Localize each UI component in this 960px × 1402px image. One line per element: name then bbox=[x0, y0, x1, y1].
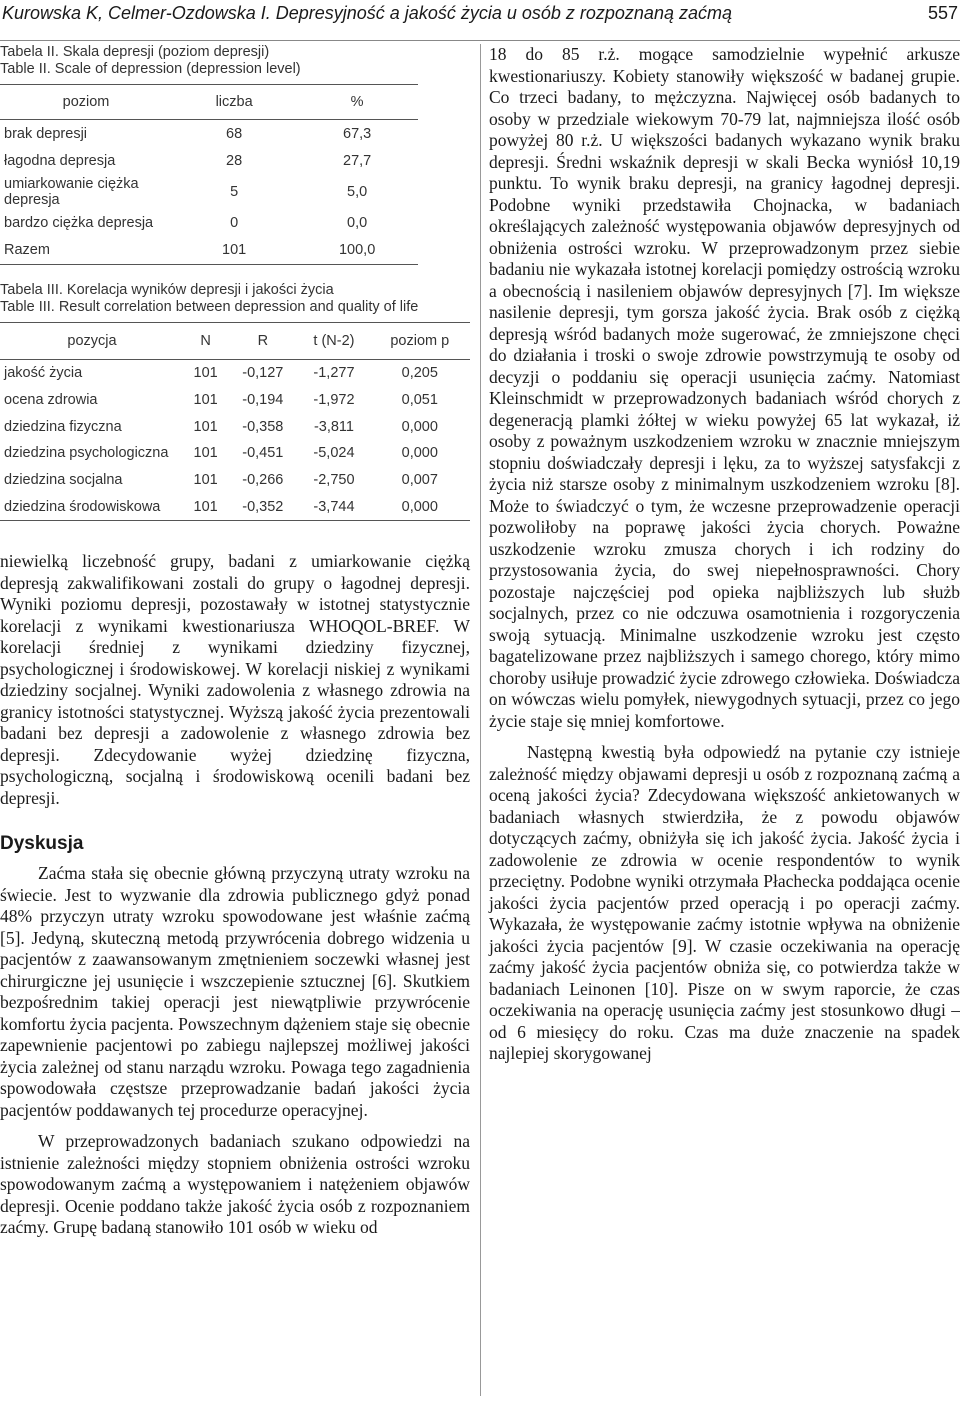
table-cell: 0,000 bbox=[370, 493, 470, 520]
table-cell: dziedzina socjalna bbox=[4, 472, 123, 489]
table-row bbox=[0, 493, 470, 520]
table-cell: 28 bbox=[226, 153, 243, 170]
table-cell: umiarkowanie ciężka depresja bbox=[4, 176, 139, 208]
table-row bbox=[0, 440, 470, 467]
table-cell: 0,000 bbox=[401, 445, 438, 462]
table3-caption-en: Table III. Result correlation between depression and quality of life bbox=[0, 299, 419, 315]
table3-header-cell: pozycja bbox=[0, 323, 184, 360]
body-paragraph: Następną kwestią była odpowiedź na pytanie czy istnieje zależność między objawami depresji u osób z rozpoznaną zaćmą a oceną jakości życia? Zdecydowana większość ankietowanych w badaniach własnych stwierdziła, że z powodu objawów dotyczących zaćmy, obniżyła się ich jakość życia. Jakość życia i zadowolenie ze zdrowia w ocenie respondentów to wynik przeciętny. Podobne wyniki otrzymała Płachecka poddająca ocenie jakości życia pacjentów przed operacją i po operacji zaćmy. Wykazała, że występowanie zaćmy istotnie wpływa na obniżenie jakości życia pacjentów [9]. W czasie oczekiwania na operację zaćmy jakość życia pacjentów obniża się, co potwierdza także w badaniach Leinonen [10]. Pisze on w swym raporcie, że czas oczekiwania na operację usunięcia zaćmy jest stosunkowo długi – od 6 miesięcy do roku. Czas ma duże znaczenie na spadek najlepiej skorygowanej bbox=[489, 742, 960, 1063]
section-heading: Dyskusja bbox=[0, 833, 84, 855]
table3-header-cell: R bbox=[227, 323, 298, 360]
table2-header-cell: % bbox=[296, 85, 418, 120]
table-cell: 0,0 bbox=[347, 214, 368, 231]
table-cell: dziedzina fizyczna bbox=[4, 418, 122, 435]
table-cell: 101 bbox=[184, 493, 227, 520]
table-cell: bardzo ciężka depresja bbox=[4, 214, 154, 231]
right-column bbox=[489, 44, 960, 1065]
table3-header-row bbox=[0, 323, 470, 360]
table2-depression-scale bbox=[0, 84, 418, 265]
table-cell: 0,051 bbox=[401, 392, 438, 409]
table-cell: -0,266 bbox=[242, 472, 284, 489]
table-cell: 100,0 bbox=[296, 237, 418, 265]
table-cell: 101 bbox=[193, 418, 218, 435]
table-cell: 27,7 bbox=[343, 153, 372, 170]
table-cell: -5,024 bbox=[313, 445, 355, 462]
table-cell: dziedzina psychologiczna bbox=[4, 445, 169, 462]
table-row bbox=[0, 120, 418, 148]
table-cell: -0,352 bbox=[227, 493, 298, 520]
table-cell: 0,007 bbox=[401, 472, 438, 489]
table-row bbox=[0, 237, 418, 265]
table-row bbox=[0, 175, 418, 209]
table-row bbox=[0, 387, 470, 414]
table-cell: 101 bbox=[193, 445, 218, 462]
table2-header-cell: liczba bbox=[172, 85, 296, 120]
table-cell: 5,0 bbox=[347, 184, 368, 200]
table3-correlation bbox=[0, 322, 470, 521]
body-paragraph: niewielką liczebność grupy, badani z umiarkowanie ciężką depresją zakwalifikowani zostali do grupy o łagodnej depresji. Wyniki poziomu depresji, pozostawały w istotnej statystycznie korelacji z wynikami kwestionariusza WHOQOL-BREF. W korelacji średniej z wynikami dziedziny fizycznej, psychologicznej i środowiskowej. W korelacji niskiej z wynikami dziedziny socjalnej. Wyniki zadowolenia z własnego zdrowia na granicy istotności statystycznej. Wyższą jakość życia prezentowali badani bez depresji a zadowolenie z własnego zdrowia bez depresji. Zdecydowanie wyżej dziedzinę fizyczna, psychologiczną, socjalną i środowiskową ocenili badani bez depresji. bbox=[0, 551, 470, 808]
table-row bbox=[0, 209, 418, 237]
table-cell: -1,277 bbox=[313, 365, 355, 382]
table-cell: 101 bbox=[193, 392, 218, 409]
table-cell: 68 bbox=[226, 125, 243, 142]
table-cell: 5 bbox=[230, 184, 239, 200]
table3-caption-pl: Tabela III. Korelacja wyników depresji i jakości życia bbox=[0, 282, 334, 298]
header-citation: Kurowska K, Celmer-Ozdowska I. Depresyjność a jakość życia u osób z rozpoznaną zaćmą bbox=[2, 3, 732, 23]
table-cell: -0,451 bbox=[242, 445, 284, 462]
table-cell: -1,972 bbox=[313, 392, 355, 409]
page-number: 557 bbox=[927, 3, 958, 23]
column-divider bbox=[480, 44, 481, 1396]
body-paragraph: W przeprowadzonych badaniach szukano odpowiedzi na istnienie zależności między stopniem obniżenia ostrości wzroku spowodowanym zaćmą a występowaniem i natężeniem objawów depresji. Ocenie poddano także jakość życia osób z rozpoznaniem zaćmy. Grupę badaną stanowiło 101 osób w wieku od bbox=[0, 1131, 470, 1238]
table-row bbox=[0, 413, 470, 440]
table3-header-cell: poziom p bbox=[370, 323, 470, 360]
table-cell: 101 bbox=[193, 365, 218, 382]
left-column bbox=[0, 44, 470, 1239]
table-cell: 101 bbox=[193, 472, 218, 489]
table-cell: dziedzina środowiskowa bbox=[0, 493, 184, 520]
body-paragraph: Zaćma stała się obecnie główną przyczyną utraty wzroku na świecie. Jest to wyzwanie dla zdrowia publicznego gdyż ponad 48% przyczyn utraty wzroku spowodowane jest właśnie zaćmą [5]. Jedyną, skuteczną metodą przywrócenia dobrego widzenia u pacjentów z zaawansowanym zmętnieniem soczewki własnej jest chirurgiczne jej usunięcie i wszczepienie sztucznej [6]. Skutkiem bezpośrednim takiej operacji jest niewątpliwie przywrócenie komfortu życia pacjenta. Powszechnym dążeniem staje się obecnie zapewnienie pacjentowi po zabiegu najlepszej możliwej jakości życia zależnej od stanu narządu wzroku. Powaga tego zagadnienia spowodowała częstsze przeprowadzanie badań jakości życia pacjentów poddawanych tej procedurze operacyjnej. bbox=[0, 863, 470, 1120]
table-cell: -2,750 bbox=[313, 472, 355, 489]
body-paragraph: 18 do 85 r.ż. mogące samodzielnie wypełnić arkusze kwestionariuszy. Kobiety stanowiły większość w badanej grupie. Co trzeci badany, to mężczyzna. Najwięcej osób badanych to osoby w przedziale wiekowym 70-79 lat, najmniejsza ilość osób powyżej 80 r.ż. U większości badanych wykazano wynik braku depresji. Średni wskaźnik depresji w skali Becka wyniósł 10,19 punktu. To wynik braku depresji, na granicy łagodnej depresji. Podobne wyniki przedstawiła Chojnacka, w badaniach określających zależność występowania objawów depresyjnych od obniżenia ostrości wzroku. W przeprowadzonym przez siebie badaniu nie wykazała istotnej korelacji pomiędzy ostrością wzroku a obecnością i nasileniem objawów depresyjnych [7]. Im większe nasilenie depresji, tym gorsza jakość życia. Brak osób z ciężką depresją wśród badanych może sugerować, że zmniejszone chęci do działania i troski o swoje zdrowie powstrzymują te osoby od decyzji o poddaniu się operacji usunięcia zaćmy. Natomiast Kleinschmidt w przeprowadzonych badaniach wśród chorych z degeneracją plamki żółtej w wieku powyżej 65 lat wykazał, iż osoby z poważnym uszkodzeniem wzroku w znacznie mniejszym stopniu doświadczały depresji i lęku, za to wyższej satysfakcji z życia niż starsze osoby z minimalnym uszkodzeniem wzroku [8]. Może to świadczyć o tym, że wczesne przeprowadzenie operacji pozwoliłoby na poprawę jakości życia chorych. Poważne uszkodzenie wzroku zmusza chorych i ich rodziny do przystosowania życia, do swej niepełnosprawności. Chory pozostaje najczęściej pod opieka najbliższych lub służb socjalnych, przez co nie odczuwa osamotnienia i rozgoryczenia swoją sytuacją. Minimalne uszkodzenie wzroku jest często bagatelizowane przez najbliższych i samego chorego, który mimo choroby usiłuje prowadzić życie zdrowego człowieka. Doświadcza on wówczas wielu pomyłek, niewygodnych sytuacji, przez co jego życie staje się mniej komfortowe. bbox=[489, 44, 960, 731]
table-cell: -3,811 bbox=[313, 418, 354, 435]
table-row bbox=[0, 467, 470, 494]
table2-header-cell: poziom bbox=[0, 85, 172, 120]
table-cell: -0,127 bbox=[242, 365, 284, 382]
table-cell: 67,3 bbox=[343, 125, 372, 142]
table-cell: 0 bbox=[230, 214, 239, 231]
table-row bbox=[0, 360, 470, 387]
table-cell: brak depresji bbox=[4, 125, 88, 142]
table-cell: -3,744 bbox=[298, 493, 369, 520]
table2-caption-pl: Tabela II. Skala depresji (poziom depresji) bbox=[0, 44, 270, 60]
table-cell: -0,194 bbox=[242, 392, 284, 409]
table-cell: ocena zdrowia bbox=[4, 392, 98, 409]
table2-caption-en: Table II. Scale of depression (depression level) bbox=[0, 61, 301, 77]
table2-header-row bbox=[0, 85, 418, 120]
table-cell: Razem bbox=[0, 237, 172, 265]
table3-header-cell: t (N-2) bbox=[298, 323, 369, 360]
table-cell: -0,358 bbox=[242, 418, 284, 435]
table-row bbox=[0, 148, 418, 176]
table-cell: jakość życia bbox=[4, 365, 83, 382]
table-cell: 0,000 bbox=[401, 418, 438, 435]
table-cell: 101 bbox=[172, 237, 296, 265]
table-cell: 0,205 bbox=[401, 365, 438, 382]
table3-header-cell: N bbox=[184, 323, 227, 360]
running-header bbox=[0, 0, 960, 41]
table-cell: łagodna depresja bbox=[4, 153, 116, 170]
